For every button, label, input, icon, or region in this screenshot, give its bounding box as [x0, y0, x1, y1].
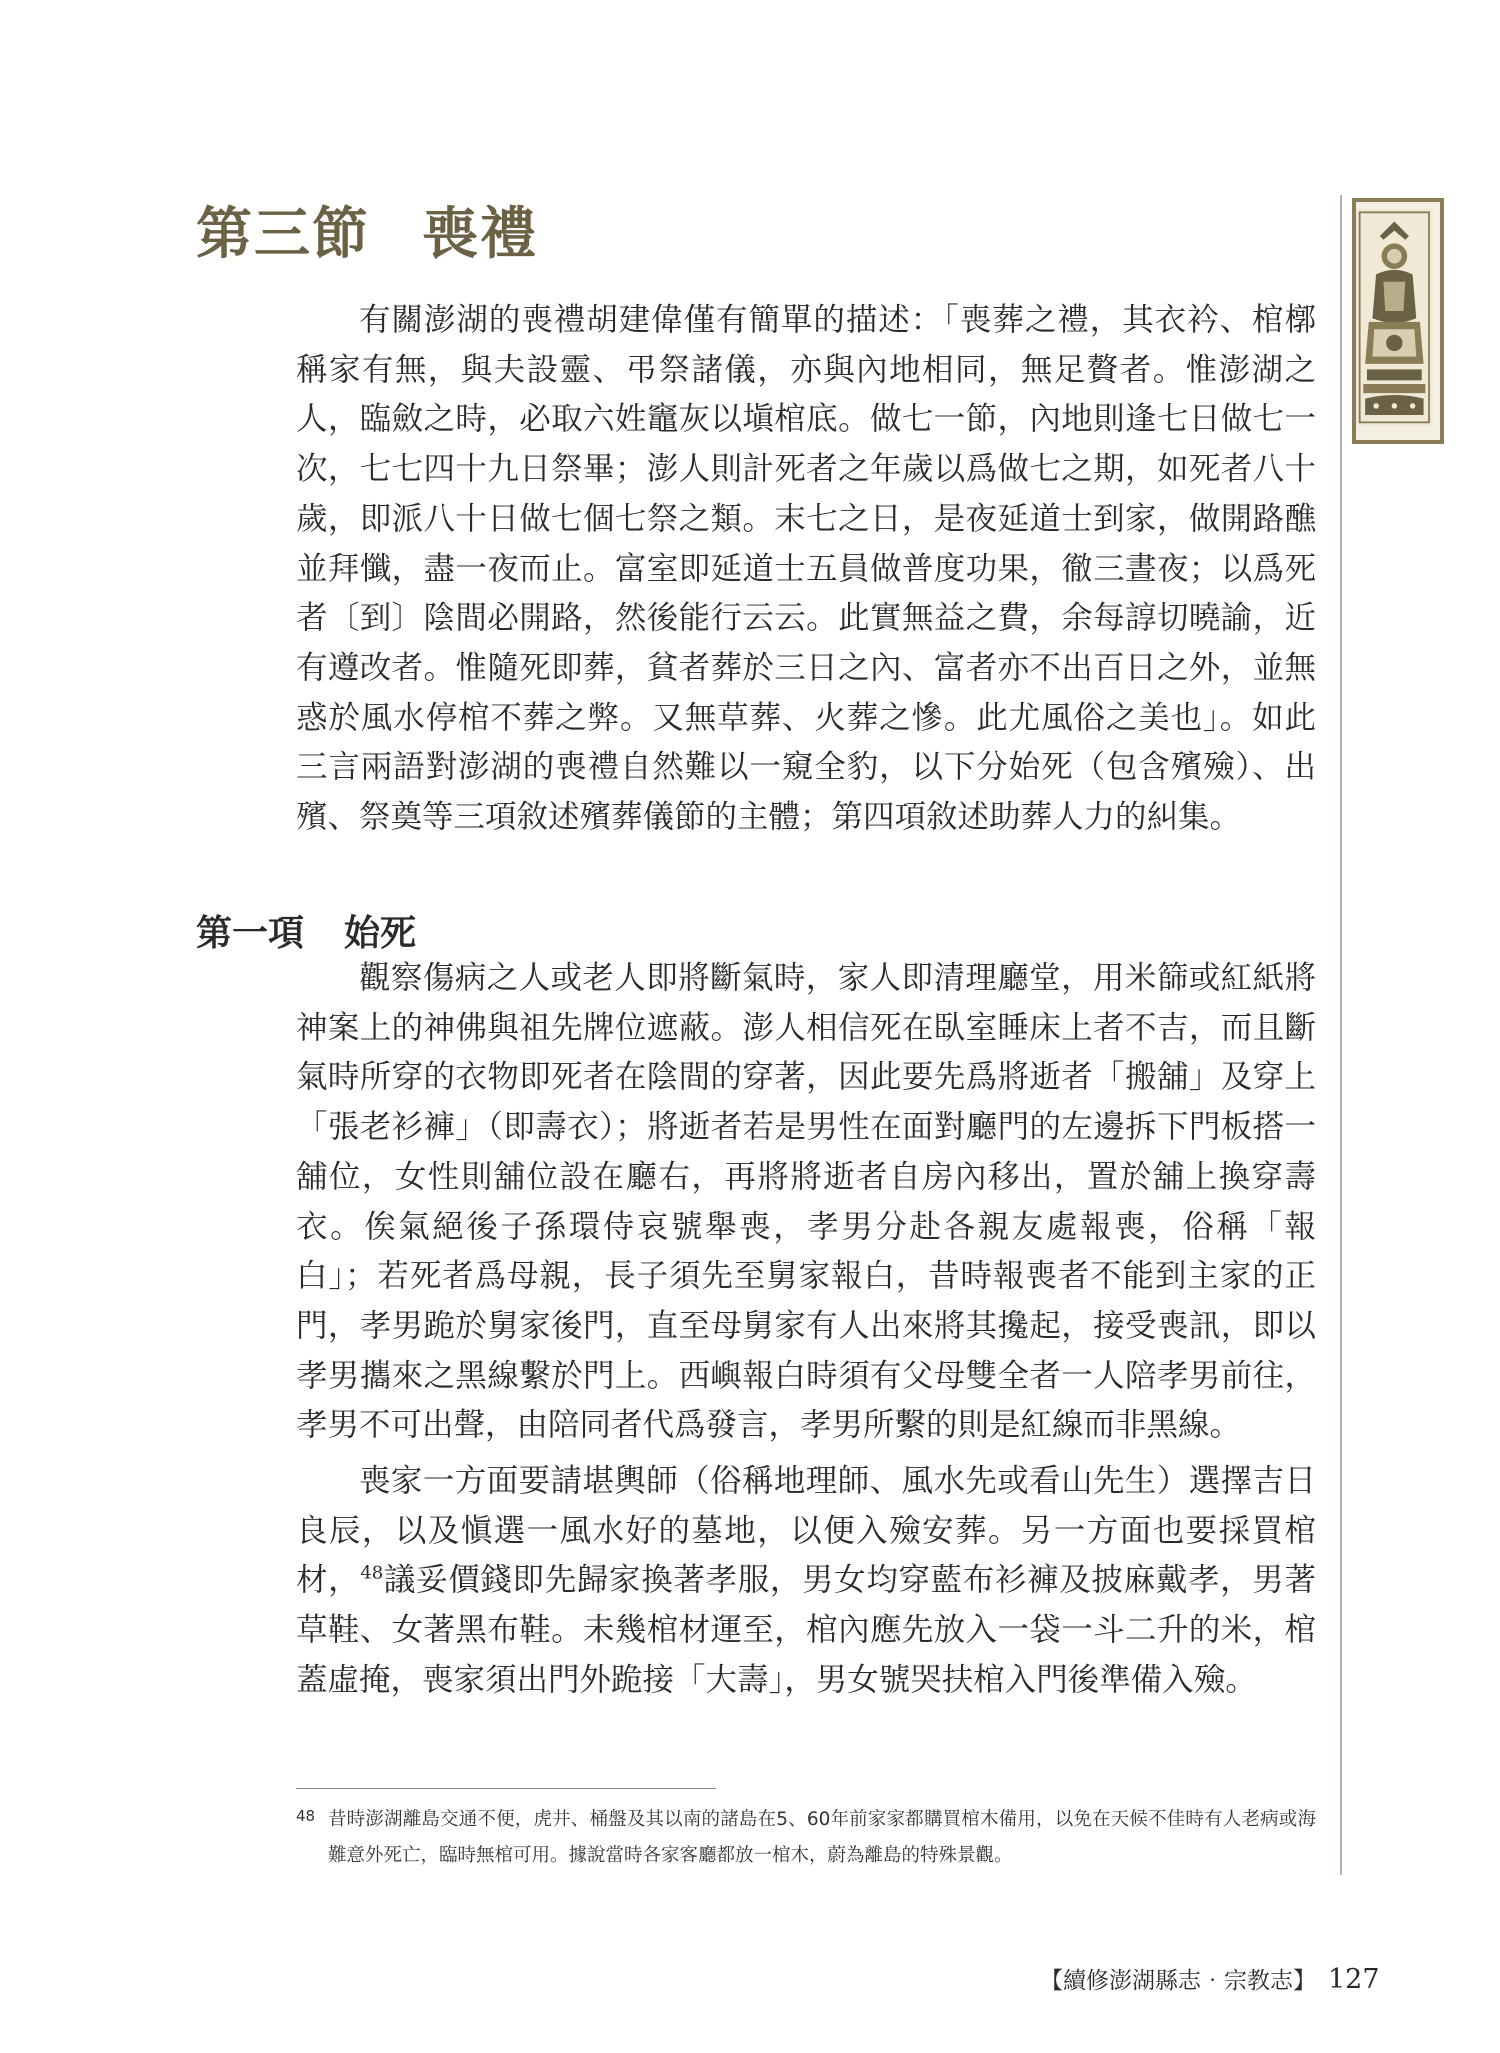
page-footer — [1040, 1962, 1380, 1995]
shisi-paragraph-2-after: 議妥價錢即先歸家換著孝服，男女均穿藍布衫褲及披麻戴孝，男著草鞋、女著黑布鞋。未幾棺材運至，棺內應先放入一袋一斗二升的米，棺蓋虛掩，喪家須出門外跪接「大壽」，男女號哭扶棺入門後準備入殮。 — [296, 1562, 1316, 1698]
shisi-paragraph-2-before: 喪家一方面要請堪輿師（俗稱地理師、風水先或看山先生）選擇吉日良辰，以及愼選一風水好的墓地，以便入殮安葬。另一方面也要採買棺材， — [296, 1463, 1316, 1599]
footnote-separator — [296, 1788, 716, 1789]
deity-figure-icon — [1356, 202, 1440, 440]
deity-ornament-image — [1352, 198, 1444, 444]
section-title — [196, 190, 538, 270]
shisi-text-block — [296, 954, 1316, 1706]
shisi-paragraph-2 — [296, 1457, 1316, 1706]
subsection-number: 第一項 — [196, 913, 305, 954]
page-number: 127 — [1328, 1964, 1380, 1995]
intro-paragraph: 有關澎湖的喪禮胡建偉僅有簡單的描述：「喪葬之禮，其衣衿、棺槨稱家有無，與夫設靈、弔祭諸儀，亦與內地相同，無足贅者。惟澎湖之人，臨斂之時，必取六姓竈灰以塡棺底。做七一節，內地則逢七日做七一次，七七四十九日祭畢；澎人則計死者之年歲以爲做七之期，如死者八十歲，即派八十日做七個七祭之類。末七之日，是夜延道士到家，做開路醮並拜懺，盡一夜而止。富室即延道士五員做普度功果，徹三晝夜；以爲死者〔到〕陰間必開路，然後能行云云。此實無益之費，余每諄切曉諭，近有遵改者。惟隨死即葬，貧者葬於三日之內、富者亦不出百日之外，並無惑於風水停棺不葬之弊。又無草葬、火葬之慘。此尤風俗之美也」。如此三言兩語對澎湖的喪禮自然難以一窺全豹，以下分始死（包含殯殮）、出殯、祭奠等三項敘述殯葬儀節的主體；第四項敘述助葬人力的糾集。 — [296, 302, 1316, 836]
footnote-text: 昔時澎湖離島交通不便，虎井、桶盤及其以南的諸島在5、60年前家家都購買棺木備用，以免在天候不佳時有人老病或海難意外死亡，臨時無棺可用。據說當時各家客廳都放一棺木，蔚為離島的特殊景觀。 — [328, 1809, 1316, 1866]
shisi-paragraph-1: 觀察傷病之人或老人即將斷氣時，家人即清理廳堂，用米篩或紅紙將神案上的神佛與祖先牌位遮蔽。澎人相信死在臥室睡床上者不吉，而且斷氣時所穿的衣物即死者在陰間的穿著，因此要先爲將逝者「搬舖」及穿上「張老衫褲」（即壽衣）；將逝者若是男性在面對廳門的左邊拆下門板搭一舖位，女性則舖位設在廳右，再將將逝者自房內移出，置於舖上換穿壽衣。俟氣絕後子孫環侍哀號舉喪，孝男分赴各親友處報喪，俗稱「報白」；若死者爲母親，長子須先至舅家報白，昔時報喪者不能到主家的正門，孝男跪於舅家後門，直至母舅家有人出來將其攙起，接受喪訊，即以孝男攜來之黑線繫於門上。西嶼報白時須有父母雙全者一人陪孝男前往，孝男不可出聲，由陪同者代爲發言，孝男所繫的則是紅線而非黑線。 — [296, 960, 1316, 1444]
footnote-reference[interactable]: 48 — [360, 1562, 384, 1584]
intro-text-block — [296, 296, 1316, 843]
section-heading-text: 喪禮 — [422, 201, 538, 267]
footnote — [296, 1802, 1316, 1874]
subsection-heading-text: 始死 — [344, 913, 417, 954]
subsection-title — [196, 905, 416, 956]
section-number: 第三節 — [196, 201, 370, 267]
margin-divider — [1340, 195, 1342, 1875]
footnote-number: 48 — [296, 1807, 316, 1825]
running-footer-title: 【續修澎湖縣志‧宗教志】 — [1040, 1968, 1316, 1994]
